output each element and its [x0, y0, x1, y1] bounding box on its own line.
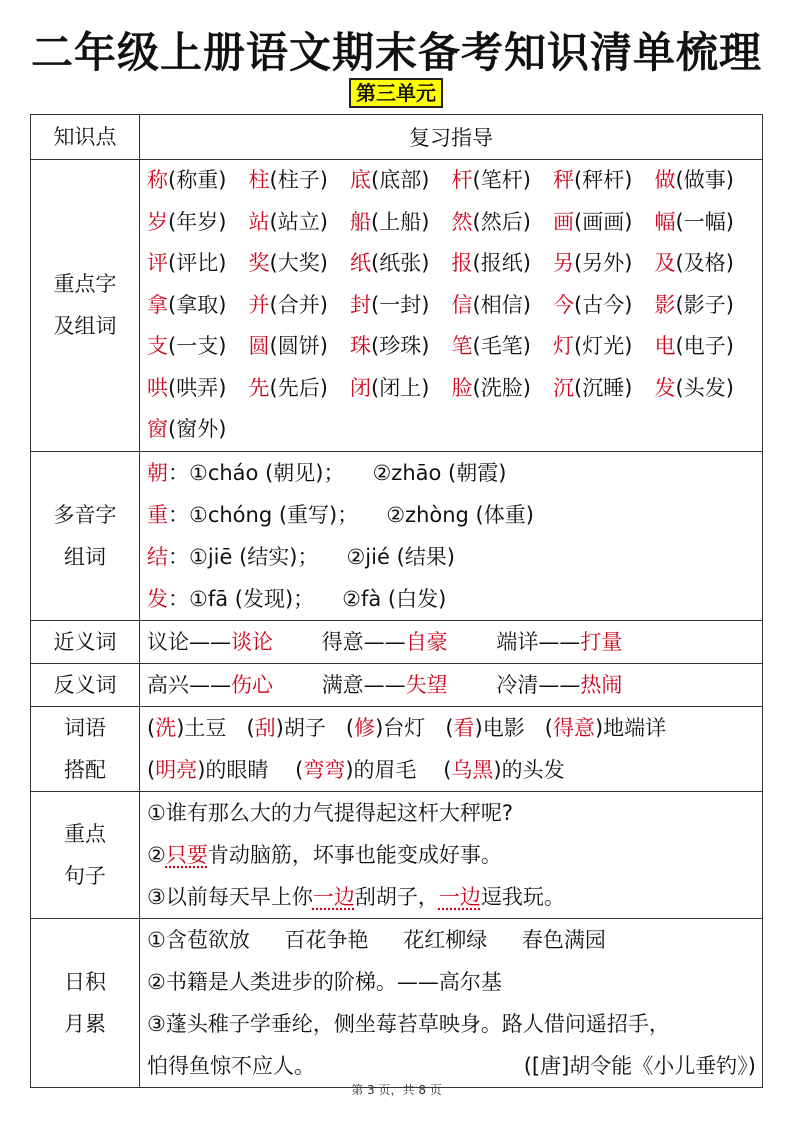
- row-sentences: [31, 791, 763, 918]
- key-char-item: 评(评比): [147, 251, 227, 275]
- key-char-item: 脸(洗脸): [451, 375, 531, 400]
- key-char-item: 沉(沉睡): [553, 375, 633, 400]
- sentence-2: ②只要肯动脑筋，坏事也能变成好事。: [147, 842, 502, 867]
- key-char-item: 并(合并): [248, 292, 328, 317]
- label-synonyms: 近义词: [31, 620, 140, 663]
- collocations-content: [140, 706, 763, 791]
- key-char-item: 杆(笔杆): [451, 168, 531, 192]
- key-char-item: 及(及格): [654, 251, 734, 275]
- collocation-item: (乌黑)的头发: [443, 757, 565, 782]
- key-char-item: 闭(闭上): [350, 375, 430, 400]
- key-char-item: 窗(窗外): [147, 417, 227, 441]
- knowledge-table: [30, 114, 763, 1088]
- key-char-item: 另(另外): [553, 251, 633, 275]
- synonym-pair: 端详——打量: [496, 629, 623, 654]
- collocation-item: (洗)土豆: [147, 715, 227, 740]
- key-char-item: 发(头发): [654, 375, 734, 400]
- key-chars-content: [140, 160, 763, 452]
- key-char-item: 圆(圆饼): [248, 334, 328, 358]
- antonyms-content: [140, 663, 763, 706]
- label-sentences: 重点 句子: [31, 791, 140, 918]
- polyphone-item: 重：①chóng (重写)； ②zhòng (体重): [147, 502, 534, 527]
- row-polyphones: [31, 451, 763, 620]
- label-antonyms: 反义词: [31, 663, 140, 706]
- key-char-item: 奖(大奖): [248, 251, 328, 275]
- synonym-pair: 得意——自豪: [321, 629, 448, 654]
- label-collocations: 词语 搭配: [31, 706, 140, 791]
- collocation-item: (明亮)的眼睛: [147, 757, 269, 782]
- sentence-3: ③以前每天早上你一边刮胡子，一边逗我玩。: [147, 884, 565, 909]
- label-accumulation: 日积 月累: [31, 918, 140, 1087]
- key-char-item: 封(一封): [350, 292, 430, 317]
- key-char-item: 支(一支): [147, 334, 227, 358]
- key-char-item: 今(古今): [553, 292, 633, 317]
- poem-attribution: ([唐]胡令能《小儿垂钓》): [523, 1053, 756, 1078]
- key-char-item: 纸(纸张): [350, 251, 430, 275]
- synonyms-content: [140, 620, 763, 663]
- polyphone-item: 结：①jiē (结实)； ②jié (结果): [147, 544, 455, 569]
- poem-line-1: ③蓬头稚子学垂纶，侧坐莓苔草映身。路人借问遥招手，: [147, 1011, 670, 1036]
- antonym-pair: 满意——失望: [321, 672, 448, 697]
- key-char-item: 电(电子): [654, 334, 734, 358]
- collocation-item: (刮)胡子: [246, 715, 326, 740]
- row-collocations: [31, 706, 763, 791]
- key-char-item: 底(底部): [350, 168, 430, 192]
- header-knowledge-point: 知识点: [31, 115, 140, 160]
- collocation-item: (得意)地端详: [544, 715, 667, 740]
- idiom-line: ①含苞欲放 百花争艳 花红柳绿 春色满园: [147, 927, 606, 952]
- key-char-item: 珠(珍珠): [350, 334, 430, 358]
- row-accumulation: [31, 918, 763, 1087]
- label-key-chars: 重点字 及组词: [31, 160, 140, 452]
- unit-badge: 第三单元: [349, 78, 443, 108]
- char-grid: [147, 160, 756, 451]
- key-char-item: 信(相信): [451, 292, 531, 317]
- key-char-item: 船(上船): [350, 209, 430, 234]
- row-key-chars: [31, 160, 763, 452]
- key-char-item: 称(称重): [147, 168, 227, 192]
- key-char-item: 做(做事): [654, 168, 734, 192]
- polyphone-item: 朝：①cháo (朝见)； ②zhāo (朝霞): [147, 460, 507, 485]
- key-char-item: 幅(一幅): [654, 209, 734, 234]
- page-footer: 第 3 页，共 8 页: [351, 1083, 442, 1097]
- key-char-item: 柱(柱子): [248, 168, 328, 192]
- label-polyphones: 多音字 组词: [31, 451, 140, 620]
- key-char-item: 笔(毛笔): [451, 334, 531, 358]
- key-char-item: 灯(灯光): [553, 334, 633, 358]
- quote-line: ②书籍是人类进步的阶梯。——高尔基: [147, 969, 502, 994]
- antonym-pair: 冷清——热闹: [496, 672, 623, 697]
- key-char-item: 站(站立): [248, 209, 328, 234]
- header-review-guide: 复习指导: [140, 115, 763, 160]
- sentence-1: ①谁有那么大的力气提得起这杆大秤呢?: [147, 800, 513, 825]
- polyphone-item: 发：①fā (发现)； ②fà (白发): [147, 586, 447, 611]
- key-char-item: 秤(秤杆): [553, 168, 633, 192]
- accumulation-content: [140, 918, 763, 1087]
- key-char-item: 先(先后): [248, 375, 328, 400]
- page-title: 二年级上册语文期末备考知识清单梳理: [30, 28, 762, 77]
- key-char-item: 拿(拿取): [147, 292, 227, 317]
- sentences-content: [140, 791, 763, 918]
- key-char-item: 岁(年岁): [147, 209, 227, 234]
- collocation-item: (弯弯)的眉毛: [295, 757, 417, 782]
- key-char-item: 然(然后): [451, 209, 531, 234]
- row-synonyms: [31, 620, 763, 663]
- collocation-item: (修)台灯: [345, 715, 426, 740]
- key-char-item: 影(影子): [654, 292, 734, 317]
- poem-line-2: 怕得鱼惊不应人。 ([唐]胡令能《小儿垂钓》): [147, 1045, 756, 1087]
- key-char-item: 报(报纸): [451, 251, 531, 275]
- polyphones-content: [140, 451, 763, 620]
- table-header-row: [31, 115, 763, 160]
- synonym-pair: 议论——谈论: [147, 629, 273, 654]
- antonym-pair: 高兴——伤心: [147, 672, 273, 697]
- collocation-item: (看)电影: [445, 715, 525, 740]
- row-antonyms: [31, 663, 763, 706]
- key-char-item: 画(画画): [553, 209, 633, 234]
- key-char-item: 哄(哄弄): [147, 375, 227, 400]
